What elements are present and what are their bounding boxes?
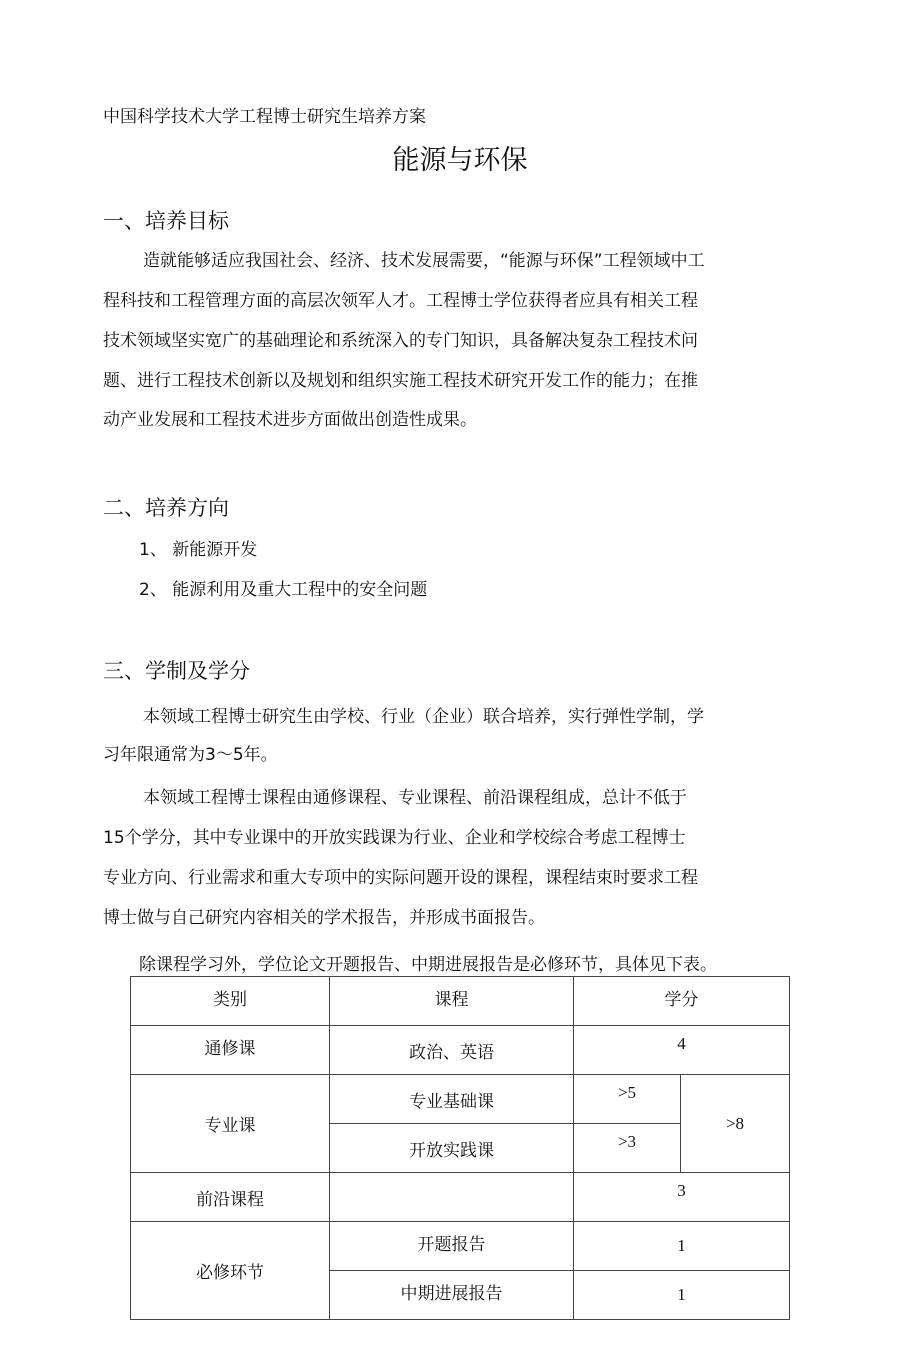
category-cell: 前沿课程	[131, 1173, 330, 1222]
system-p2-line-1: 本领域工程博士课程由通修课程、专业课程、前沿课程组成，总计不低于	[143, 788, 687, 808]
course-cell: 中期进展报告	[330, 1271, 574, 1320]
goal-line-3: 技术领域坚实宽广的基础理论和系统深入的专门知识，具备解决复杂工程技术问	[103, 331, 698, 351]
credit-table	[130, 976, 790, 1320]
credit-cell: 1	[574, 1222, 790, 1271]
course-cell: 开题报告	[330, 1222, 574, 1271]
header-credit: 学分	[574, 977, 790, 1026]
credit-cell: 3	[574, 1173, 790, 1222]
table-header-row	[131, 977, 790, 1026]
course-cell	[330, 1173, 574, 1222]
credit-cell: 1	[574, 1271, 790, 1320]
document-header: 中国科学技术大学工程博士研究生培养方案	[103, 107, 426, 127]
credit-cell: >3	[574, 1124, 681, 1173]
goal-line-2: 程科技和工程管理方面的高层次领军人才。工程博士学位获得者应具有相关工程	[103, 291, 698, 311]
system-p1-line-2: 习年限通常为3～5年。	[103, 745, 278, 765]
table-row	[131, 1222, 790, 1271]
system-p2-line-3: 专业方向、行业需求和重大专项中的实际问题开设的课程，课程结束时要求工程	[103, 868, 698, 888]
credit-total-cell: >8	[681, 1075, 790, 1173]
system-p1-line-1: 本领域工程博士研究生由学校、行业（企业）联合培养，实行弹性学制，学	[143, 707, 704, 727]
document-title: 能源与环保	[392, 145, 528, 176]
system-p2-line-2: 15个学分，其中专业课中的开放实践课为行业、企业和学校综合考虑工程博士	[103, 828, 686, 848]
category-cell: 必修环节	[131, 1222, 330, 1320]
section-heading-system: 三、学制及学分	[103, 659, 250, 683]
credit-cell: 4	[574, 1026, 790, 1075]
goal-line-1: 造就能够适应我国社会、经济、技术发展需要，“能源与环保”工程领域中工	[143, 251, 705, 271]
direction-item-1: 1、 新能源开发	[139, 540, 258, 560]
course-cell: 专业基础课	[330, 1075, 574, 1124]
category-cell: 通修课	[131, 1026, 330, 1075]
table-row	[131, 1026, 790, 1075]
table-row	[131, 1173, 790, 1222]
system-p3: 除课程学习外，学位论文开题报告、中期进展报告是必修环节，具体见下表。	[139, 955, 717, 975]
table-row	[131, 1075, 790, 1124]
course-cell: 开放实践课	[330, 1124, 574, 1173]
header-course: 课程	[330, 977, 574, 1026]
goal-line-5: 动产业发展和工程技术进步方面做出创造性成果。	[103, 410, 477, 430]
section-heading-direction: 二、培养方向	[103, 496, 229, 520]
goal-line-4: 题、进行工程技术创新以及规划和组织实施工程技术研究开发工作的能力；在推	[103, 371, 698, 391]
section-heading-goal: 一、培养目标	[103, 209, 229, 233]
course-cell: 政治、英语	[330, 1026, 574, 1075]
system-p2-line-4: 博士做与自己研究内容相关的学术报告，并形成书面报告。	[103, 908, 545, 928]
direction-item-2: 2、 能源利用及重大工程中的安全问题	[139, 580, 428, 600]
category-cell: 专业课	[131, 1075, 330, 1173]
header-category: 类别	[131, 977, 330, 1026]
credit-cell: >5	[574, 1075, 681, 1124]
